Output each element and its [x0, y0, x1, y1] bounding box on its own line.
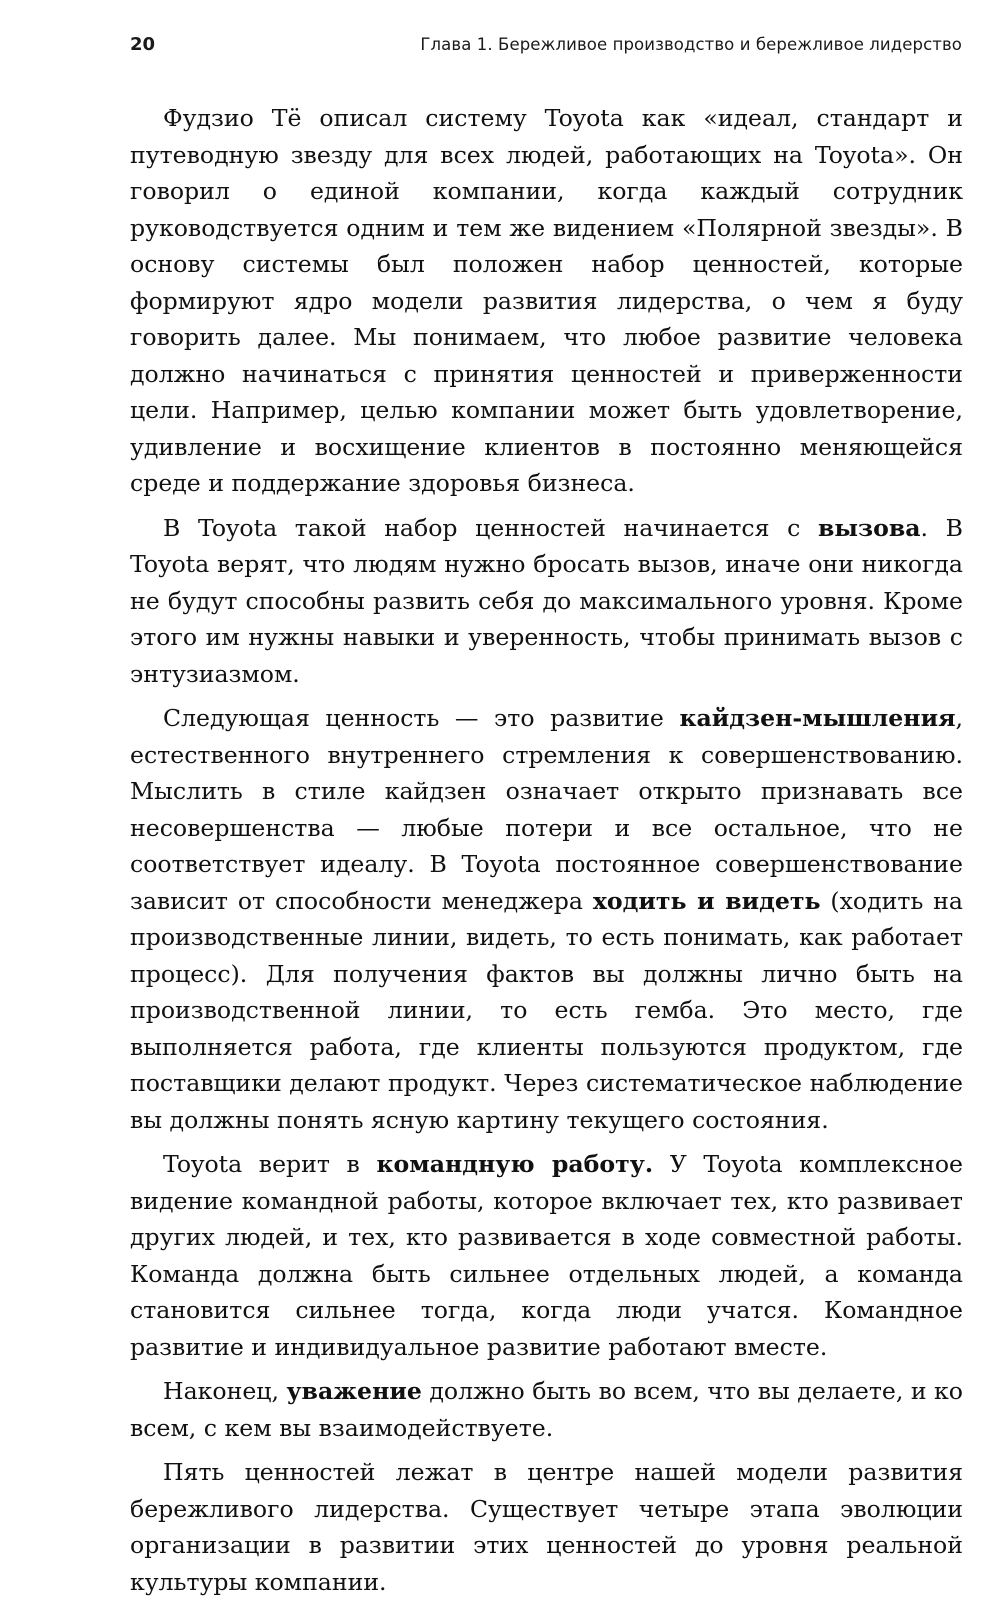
chapter-title: Глава 1. Бережливое производство и бережливое лидерство	[420, 35, 962, 54]
paragraph-2-before: В Toyota такой набор ценностей начинается с	[163, 513, 818, 542]
paragraph-4	[130, 1146, 963, 1365]
term-go-and-see: ходить и видеть	[592, 886, 821, 915]
body-text	[130, 100, 963, 1608]
page-number: 20	[130, 34, 156, 55]
paragraph-1-text: Фудзио Тё описал систему Toyota как «идеал, стандарт и путеводную звезду для всех людей, работающих на Toyota». Он говорил о единой компании, когда каждый сотрудник руководствуется одним и тем же видением «Полярной звезды». В основу системы был положен набор ценностей, которые формируют ядро модели развития лидерства, о чем я буду говорить далее. Мы понимаем, что любое развитие человека должно начинаться с принятия ценностей и приверженности цели. Например, целью компании может быть удовлетворение, удивление и восхищение клиентов в постоянно меняющейся среде и поддержание здоровья бизнеса.	[130, 104, 963, 497]
paragraph-5-before: Наконец,	[163, 1377, 287, 1405]
paragraph-6-text: Пять ценностей лежат в центре нашей модели развития бережливого лидерства. Существует четыре этапа эволюции организации в развитии этих ценностей до уровня реальной культуры компании.	[130, 1458, 963, 1596]
paragraph-3	[130, 700, 963, 1138]
paragraph-2-after: . В Toyota верят, что людям нужно бросать вызов, иначе они никогда не будут способны развить себя до максимального уровня. Кроме этого им нужны навыки и уверенность, чтобы принимать вызов с энтузиазмом.	[130, 513, 963, 688]
running-header	[130, 32, 962, 62]
paragraph-4-before: Toyota верит в	[163, 1150, 377, 1178]
term-challenge: вызова	[818, 513, 921, 542]
term-teamwork: командную работу.	[376, 1150, 654, 1178]
term-respect: уважение	[286, 1377, 422, 1405]
paragraph-5-after: должно быть во всем, что вы делаете, и ко всем, с кем вы взаимодействуете.	[130, 1377, 964, 1442]
term-kaizen-thinking: кайдзен-мышления	[679, 704, 956, 732]
paragraph-3-after: (ходить на производственные линии, видеть, то есть понимать, как работает процесс). Для получения фактов вы должны лично быть на производственной линии, то есть гемба. Это место, где выполняется работа, где клиенты пользуются продуктом, где поставщики делают продукт. Через систематическое наблюдение вы должны понять ясную картину текущего состояния.	[130, 886, 963, 1134]
paragraph-6	[130, 1454, 963, 1600]
paragraph-5	[130, 1373, 963, 1446]
paragraph-2	[130, 510, 963, 693]
paragraph-3-middle: , естественного внутреннего стремления к совершенствованию. Мыслить в стиле кайдзен означает открыто признавать все несовершенства — любые потери и все остальное, что не соответствует идеалу. В Toyota постоянное совершенствование зависит от способности менеджера	[130, 704, 963, 915]
paragraph-4-after: У Toyota комплексное видение командной работы, которое включает тех, кто развивает других людей, и тех, кто развивается в ходе совместной работы. Команда должна быть сильнее отдельных людей, а команда становится сильнее тогда, когда люди учатся. Командное развитие и индивидуальное развитие работают вместе.	[130, 1150, 963, 1361]
paragraph-3-before: Следующая ценность — это развитие	[163, 704, 680, 732]
paragraph-1	[130, 100, 963, 502]
